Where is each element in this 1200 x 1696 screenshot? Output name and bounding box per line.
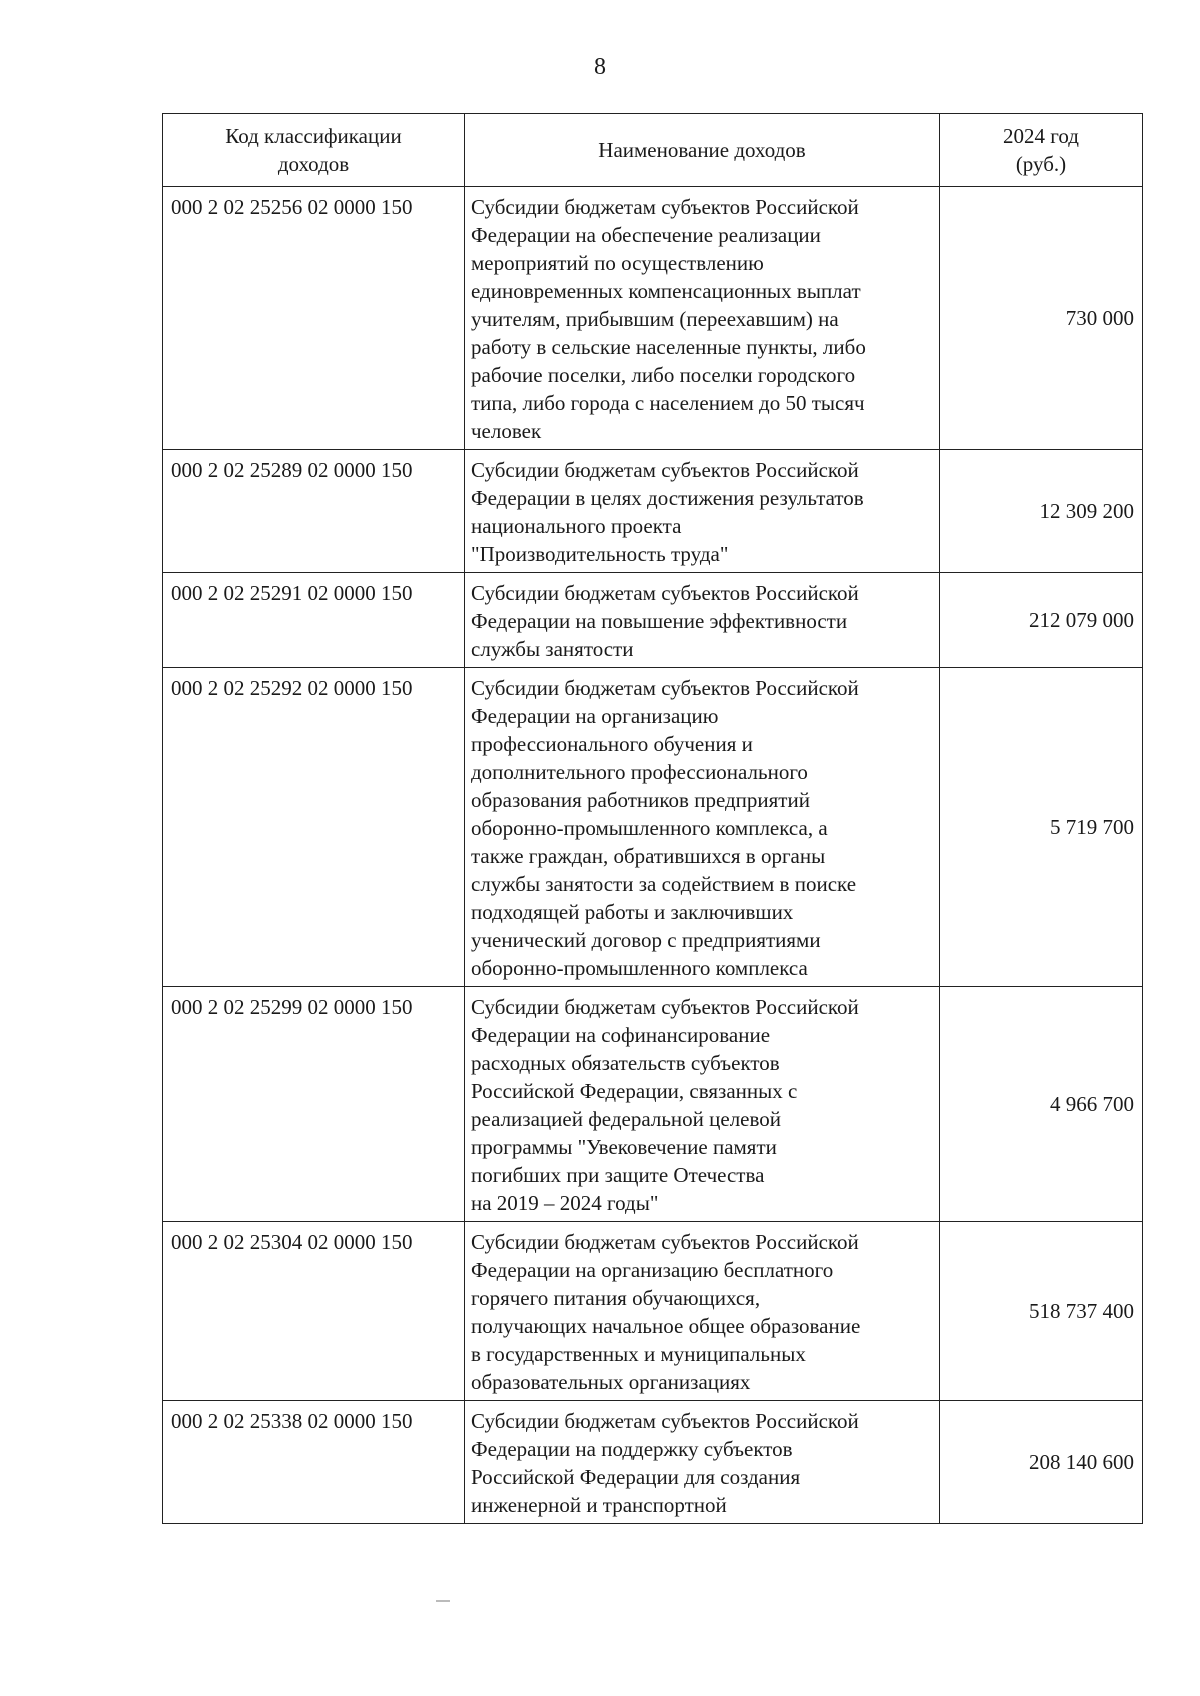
row-name: Субсидии бюджетам субъектов Российской Федерации на поддержку субъектов Российской Федерации для создания инженерной и транспортной: [465, 1401, 940, 1524]
row-amount: 208 140 600: [940, 1401, 1143, 1524]
scan-speck: [436, 1600, 450, 1602]
header-code: Код классификации доходов: [163, 114, 465, 187]
row-amount: 212 079 000: [940, 573, 1143, 668]
row-amount: 518 737 400: [940, 1222, 1143, 1401]
row-name: Субсидии бюджетам субъектов Российской Федерации в целях достижения результатов национального проекта "Производительность труда": [465, 450, 940, 573]
table-header-row: [163, 114, 1143, 187]
row-name: Субсидии бюджетам субъектов Российской Федерации на софинансирование расходных обязательств субъектов Российской Федерации, связанных с реализацией федеральной целевой программы "Увековечение памяти погибших при защите Отечества на 2019 – 2024 годы": [465, 987, 940, 1222]
row-name: Субсидии бюджетам субъектов Российской Федерации на повышение эффективности службы занятости: [465, 573, 940, 668]
table-row: [163, 987, 1143, 1222]
page-number: 8: [594, 54, 606, 80]
row-code: 000 2 02 25299 02 0000 150: [163, 987, 465, 1222]
row-name: Субсидии бюджетам субъектов Российской Федерации на организацию бесплатного горячего питания обучающихся, получающих начальное общее образование в государственных и муниципальных образовательных организациях: [465, 1222, 940, 1401]
table-row: [163, 668, 1143, 987]
table-row: [163, 187, 1143, 450]
table-row: [163, 573, 1143, 668]
revenue-table: [162, 113, 1143, 1524]
row-amount: 12 309 200: [940, 450, 1143, 573]
row-amount: 5 719 700: [940, 668, 1143, 987]
row-amount: 4 966 700: [940, 987, 1143, 1222]
row-code: 000 2 02 25304 02 0000 150: [163, 1222, 465, 1401]
row-code: 000 2 02 25289 02 0000 150: [163, 450, 465, 573]
row-code: 000 2 02 25291 02 0000 150: [163, 573, 465, 668]
row-name: Субсидии бюджетам субъектов Российской Федерации на организацию профессионального обучения и дополнительного профессионального образования работников предприятий оборонно-промышленного комплекса, а также граждан, обратившихся в органы службы занятости за содействием в поиске подходящей работы и заключивших ученический договор с предприятиями оборонно-промышленного комплекса: [465, 668, 940, 987]
row-amount: 730 000: [940, 187, 1143, 450]
row-code: 000 2 02 25292 02 0000 150: [163, 668, 465, 987]
row-code: 000 2 02 25256 02 0000 150: [163, 187, 465, 450]
table-row: [163, 450, 1143, 573]
row-name: Субсидии бюджетам субъектов Российской Федерации на обеспечение реализации мероприятий по осуществлению единовременных компенсационных выплат учителям, прибывшим (переехавшим) на работу в сельские населенные пункты, либо рабочие поселки, либо поселки городского типа, либо города с населением до 50 тысяч человек: [465, 187, 940, 450]
table-row: [163, 1401, 1143, 1524]
table-row: [163, 1222, 1143, 1401]
row-code: 000 2 02 25338 02 0000 150: [163, 1401, 465, 1524]
header-amount: 2024 год (руб.): [940, 114, 1143, 187]
header-name: Наименование доходов: [465, 114, 940, 187]
